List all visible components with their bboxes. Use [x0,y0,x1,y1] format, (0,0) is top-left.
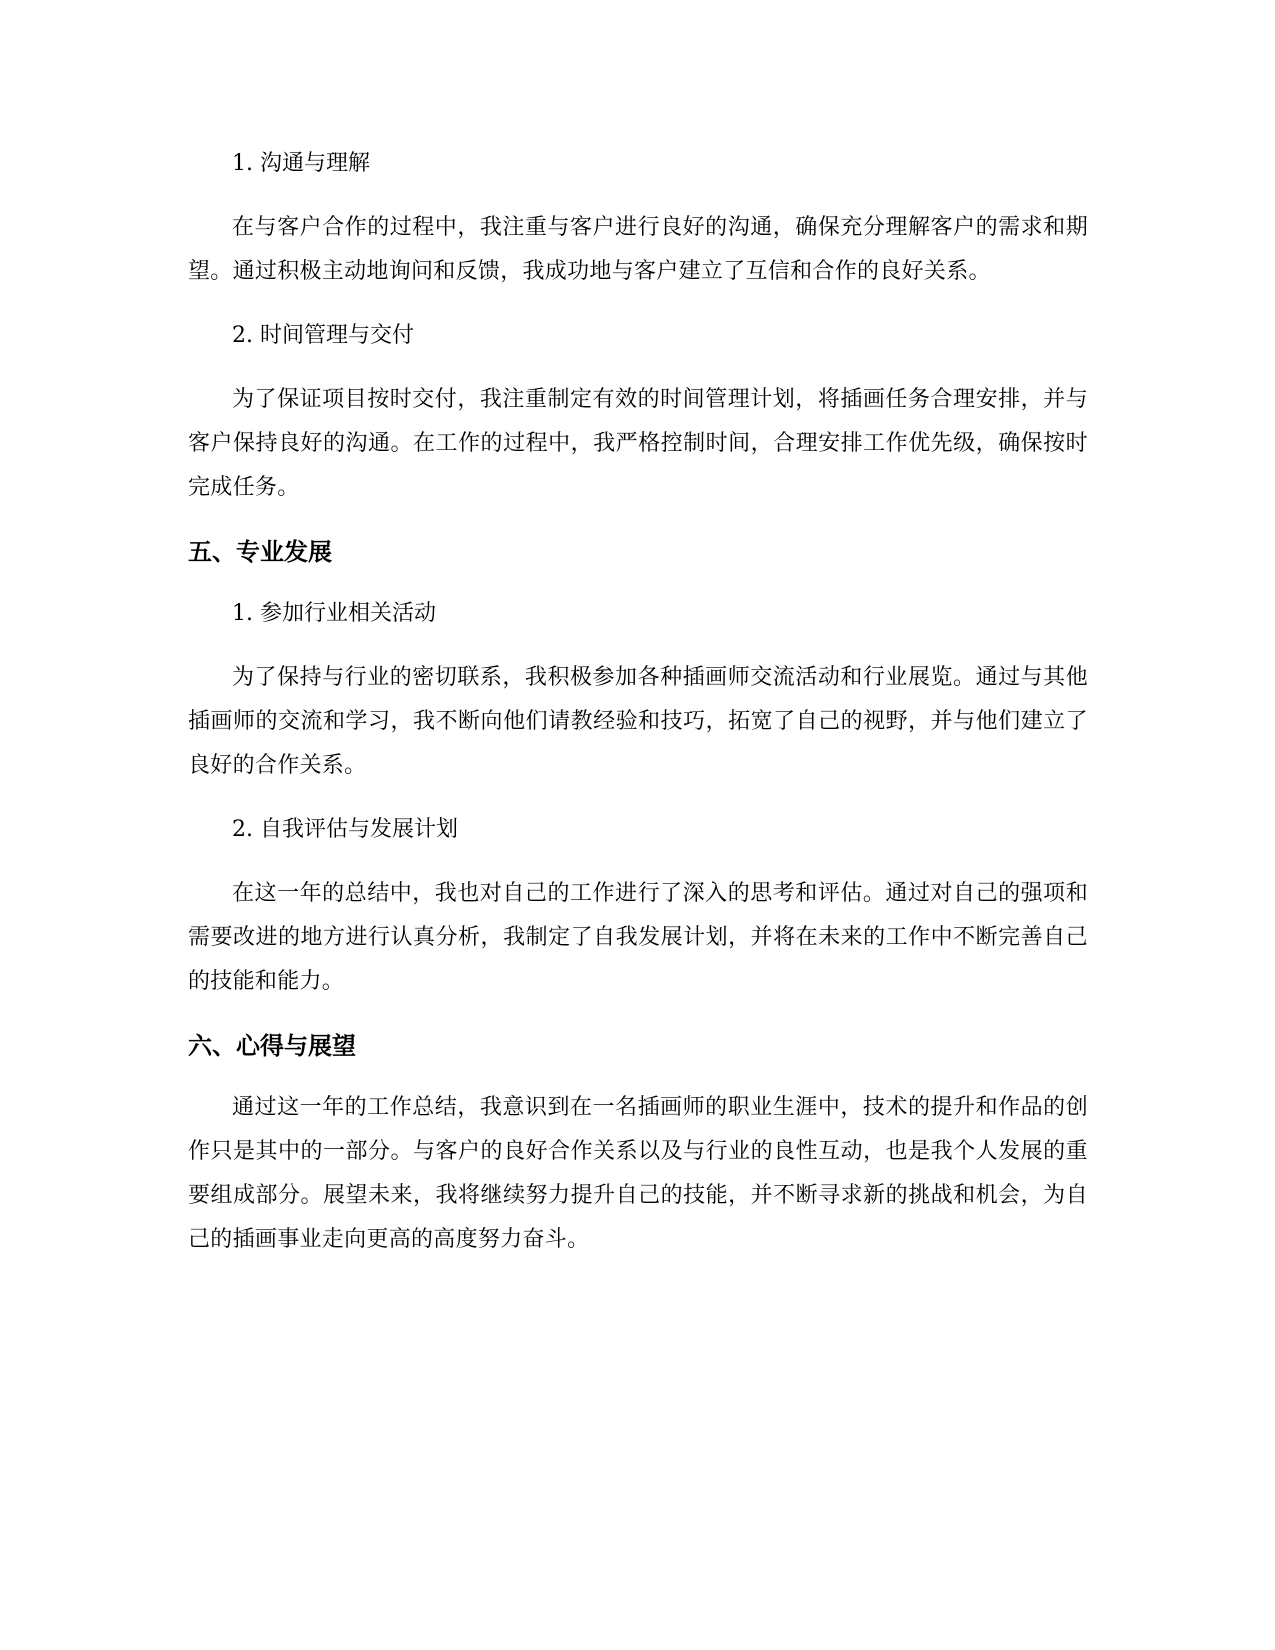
subsection-title-time-management: 2. 时间管理与交付 [232,323,414,348]
subsection-title-industry-activities: 1. 参加行业相关活动 [232,601,436,626]
paragraph-industry-activities: 为了保持与行业的密切联系，我积极参加各种插画师交流活动和行业展览。通过与其他插画师的交流和学习，我不断向他们请教经验和技巧，拓宽了自己的视野，并与他们建立了良好的合作关系。 [188,665,1088,778]
paragraph-self-assessment: 在这一年的总结中，我也对自己的工作进行了深入的思考和评估。通过对自己的强项和需要改进的地方进行认真分析，我制定了自我发展计划，并将在未来的工作中不断完善自己的技能和能力。 [188,881,1088,994]
section-heading-professional-development: 五、专业发展 [188,538,332,566]
subsection-title-communication: 1. 沟通与理解 [232,151,370,176]
paragraph-reflection-outlook: 通过这一年的工作总结，我意识到在一名插画师的职业生涯中，技术的提升和作品的创作只是其中的一部分。与客户的良好合作关系以及与行业的良性互动，也是我个人发展的重要组成部分。展望未来，我将继续努力提升自己的技能，并不断寻求新的挑战和机会，为自己的插画事业走向更高的高度努力奋斗。 [188,1095,1088,1252]
section-heading-reflection-outlook: 六、心得与展望 [188,1032,356,1060]
subsection-title-self-assessment: 2. 自我评估与发展计划 [232,817,458,842]
paragraph-communication: 在与客户合作的过程中，我注重与客户进行良好的沟通，确保充分理解客户的需求和期望。通过积极主动地询问和反馈，我成功地与客户建立了互信和合作的良好关系。 [188,215,1088,284]
document-body [188,142,1088,1282]
paragraph-time-management: 为了保证项目按时交付，我注重制定有效的时间管理计划，将插画任务合理安排，并与客户保持良好的沟通。在工作的过程中，我严格控制时间，合理安排工作优先级，确保按时完成任务。 [188,387,1088,500]
